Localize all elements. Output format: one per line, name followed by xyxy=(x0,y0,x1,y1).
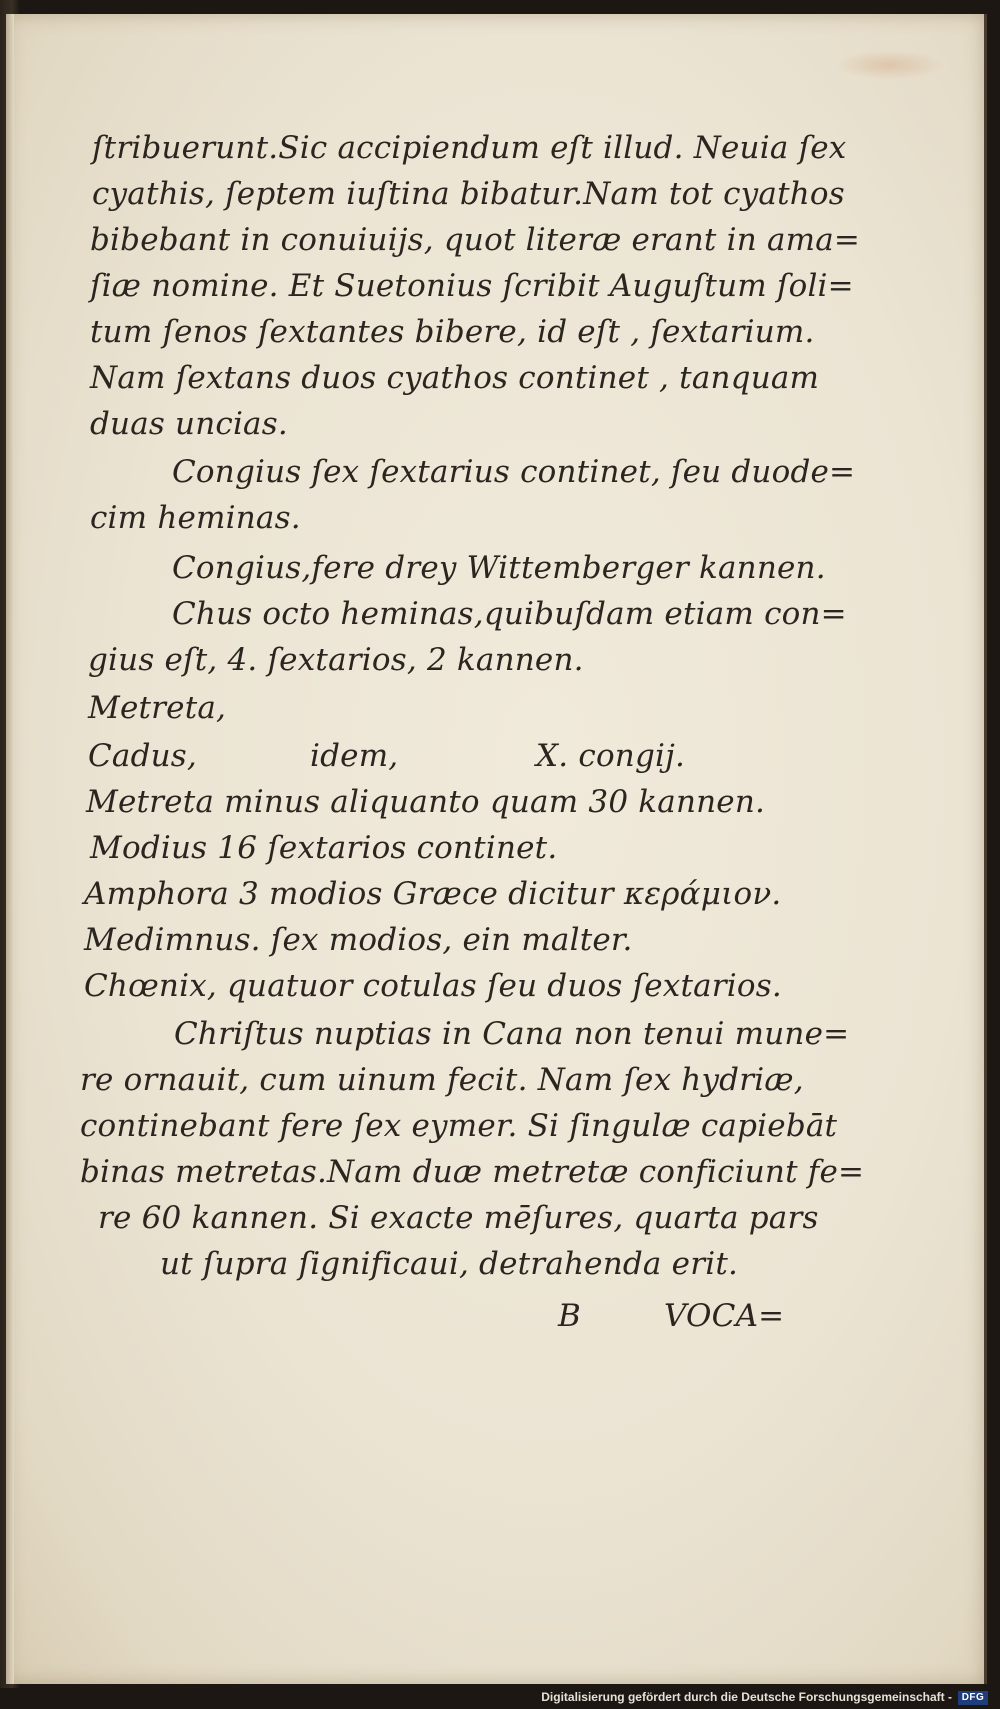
cadus-idem: idem, xyxy=(310,738,399,774)
text-line: cyathis, ſeptem iuſtina bibatur.Nam tot cyathos xyxy=(92,176,845,212)
text-line: ſtribuerunt.Sic accipiendum eſt illud. Neuia ſex xyxy=(92,130,847,166)
dfg-logo: DFG xyxy=(958,1691,988,1705)
text-line: duas uncias. xyxy=(90,406,288,442)
text-line: ſiæ nomine. Et Suetonius ſcribit Auguſtum ſoli= xyxy=(90,268,854,304)
text-line: Modius 16 ſextarios continet. xyxy=(90,830,558,866)
text-line: re 60 kannen. Si exacte mēſures, quarta pars xyxy=(98,1200,819,1236)
text-line: continebant fere ſex eymer. Si ſingulæ capiebāt xyxy=(80,1108,838,1144)
text-line: tum ſenos ſextantes bibere, id eſt , ſextarium. xyxy=(90,314,815,350)
text-line: Congius ſex ſextarius continet, ſeu duode= xyxy=(172,454,856,490)
text-line: gius eſt, 4. ſextarios, 2 kannen. xyxy=(88,642,584,678)
catchword: VOCA= xyxy=(664,1298,785,1334)
text-line: Medimnus. ſex modios, ein malter. xyxy=(84,922,633,958)
footer-credit: Digitalisierung gefördert durch die Deutsche Forschungsgemeinschaft - xyxy=(541,1690,952,1704)
text-line: Chus octo heminas,quibuſdam etiam con= xyxy=(172,596,847,632)
text-line: ut ſupra ſignificaui, detrahenda erit. xyxy=(160,1246,739,1282)
text-line: Chriſtus nuptias in Cana non tenui mune= xyxy=(174,1016,850,1052)
text-line: Chœnix, quatuor cotulas ſeu duos ſextarios. xyxy=(84,968,782,1004)
page-edge xyxy=(6,14,14,1684)
text-line: re ornauit, cum uinum fecit. Nam ſex hydriæ, xyxy=(80,1062,804,1098)
text-line: Nam ſextans duos cyathos continet , tanquam xyxy=(90,360,820,396)
text-line: cim heminas. xyxy=(90,500,301,536)
text-line: Metreta minus aliquanto quam 30 kannen. xyxy=(86,784,766,820)
text-line: Metreta, xyxy=(88,690,227,726)
cadus-congij: X. congij. xyxy=(536,738,685,774)
text-line: binas metretas.Nam duæ metretæ conficiunt fe= xyxy=(80,1154,865,1190)
text-line: Amphora 3 modios Græce dicitur κεράμιον. xyxy=(84,876,782,912)
page-stain xyxy=(834,50,944,80)
signature-mark: B xyxy=(558,1298,581,1334)
text-line: Congius,fere drey Wittemberger kannen. xyxy=(172,550,826,586)
cadus-label: Cadus, xyxy=(88,738,197,774)
text-line: bibebant in conuiuijs, quot literæ erant in ama= xyxy=(90,222,861,258)
